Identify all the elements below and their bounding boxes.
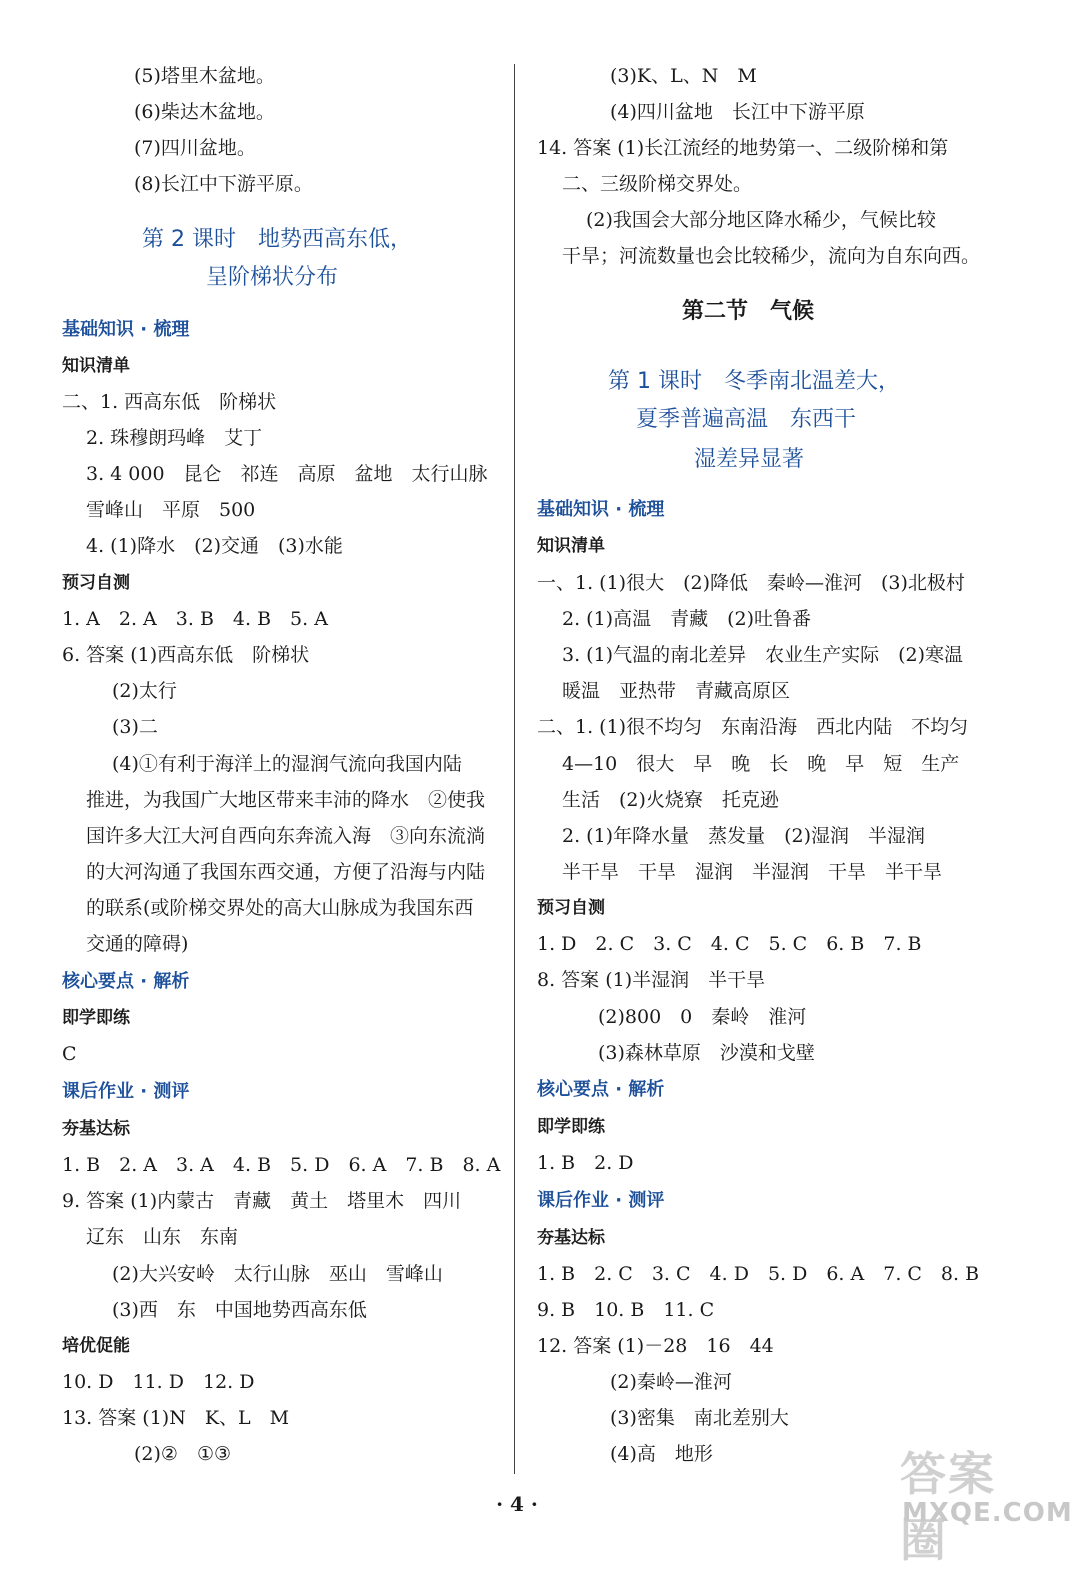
answer-line: 半干旱 干旱 湿润 半湿润 干旱 半干旱 — [562, 861, 943, 883]
answer-line: (7)四川盆地。 — [134, 137, 256, 159]
answer-line: (2)我国会大部分地区降水稀少，气候比较 — [586, 209, 936, 231]
answer-line: (4)高 地形 — [610, 1443, 713, 1465]
answer-line: (3)森林草原 沙漠和戈壁 — [598, 1042, 815, 1064]
subsection-heading: 知识清单 — [62, 356, 130, 376]
answer-line: 4—10 很大 早 晚 长 晚 早 短 生产 — [562, 753, 960, 775]
answer-line: 的联系(或阶梯交界处的高大山脉成为我国东西 — [86, 897, 474, 919]
answer-line: 一、1. (1)很大 (2)降低 秦岭—淮河 (3)北极村 — [537, 572, 965, 594]
answer-line: 雪峰山 平原 500 — [86, 499, 256, 521]
subsection-heading: 预习自测 — [537, 898, 605, 918]
answer-line: C — [62, 1043, 77, 1065]
answer-line: 12. 答案 (1)－28 16 44 — [537, 1335, 774, 1357]
subsection-heading: 即学即练 — [62, 1008, 130, 1028]
answer-line: 9. 答案 (1)内蒙古 青藏 黄土 塔里木 四川 — [62, 1190, 462, 1212]
section-heading: 基础知识 · 梳理 — [537, 499, 665, 520]
answer-line: 的大河沟通了我国东西交通，方便了沿海与内陆 — [86, 861, 486, 883]
page-number: · 4 · — [496, 1492, 538, 1516]
answer-line: 13. 答案 (1)N K、L M — [62, 1407, 290, 1429]
lesson-title: 第 2 课时 地势西高东低， — [142, 227, 412, 252]
answer-line: 1. D 2. C 3. C 4. C 5. C 6. B 7. B — [537, 933, 922, 955]
answer-line: (3)K、L、N M — [610, 65, 757, 87]
answer-line: 4. (1)降水 (2)交通 (3)水能 — [86, 535, 343, 557]
answer-line: 辽东 山东 东南 — [86, 1226, 239, 1248]
column-divider — [514, 64, 515, 1474]
subsection-heading: 夯基达标 — [537, 1228, 605, 1248]
answer-line: (2)② ①③ — [134, 1443, 232, 1465]
answer-line: (4)①有利于海洋上的湿润气流向我国内陆 — [112, 753, 462, 775]
answer-line: 3. 4 000 昆仑 祁连 高原 盆地 太行山脉 — [86, 463, 488, 485]
answer-line: 9. B 10. B 11. C — [537, 1299, 715, 1321]
answer-line: 3. (1)气温的南北差异 农业生产实际 (2)寒温 — [562, 644, 963, 666]
answer-line: 二、1. 西高东低 阶梯状 — [62, 391, 277, 413]
subsection-heading: 培优促能 — [62, 1336, 130, 1356]
answer-line: 14. 答案 (1)长江流经的地势第一、二级阶梯和第 — [537, 137, 949, 159]
watermark-logo — [896, 1438, 1073, 1567]
subsection-heading: 夯基达标 — [62, 1119, 130, 1139]
section-heading: 课后作业 · 测评 — [537, 1190, 665, 1211]
answer-line: 1. B 2. A 3. A 4. B 5. D 6. A 7. B 8. A — [62, 1154, 501, 1176]
subsection-heading: 即学即练 — [537, 1117, 605, 1137]
answer-line: (3)二 — [112, 716, 158, 738]
watermark-text: 答案圈 — [900, 1447, 996, 1567]
answer-line: (8)长江中下游平原。 — [134, 173, 313, 195]
chapter-title: 第二节 气候 — [682, 299, 815, 324]
answer-line: (3)密集 南北差别大 — [610, 1407, 789, 1429]
answer-line: 1. A 2. A 3. B 4. B 5. A — [62, 608, 328, 630]
answer-line: (6)柴达木盆地。 — [134, 101, 275, 123]
lesson-title: 夏季普遍高温 东西干 — [636, 407, 857, 432]
answer-line: (5)塔里木盆地。 — [134, 65, 275, 87]
answer-line: (2)大兴安岭 太行山脉 巫山 雪峰山 — [112, 1263, 443, 1285]
answer-line: 1. B 2. D — [537, 1152, 634, 1174]
answer-line: (2)太行 — [112, 680, 177, 702]
answer-line: (4)四川盆地 长江中下游平原 — [610, 101, 865, 123]
subsection-heading: 预习自测 — [62, 573, 130, 593]
answer-line: 国许多大江大河自西向东奔流入海 ③向东流淌 — [86, 825, 486, 847]
answer-line: 生活 (2)火烧寮 托克逊 — [562, 789, 779, 811]
answer-line: 推进，为我国广大地区带来丰沛的降水 ②使我 — [86, 789, 486, 811]
answer-line: 交通的障碍) — [86, 933, 189, 955]
section-heading: 课后作业 · 测评 — [62, 1081, 190, 1102]
answer-line: (2)800 0 秦岭 淮河 — [598, 1006, 807, 1028]
lesson-title: 湿差异显著 — [694, 447, 805, 472]
answer-line: 2. 珠穆朗玛峰 艾丁 — [86, 427, 263, 449]
subsection-heading: 知识清单 — [537, 536, 605, 556]
answer-line: 2. (1)高温 青藏 (2)吐鲁番 — [562, 608, 811, 630]
answer-line: (3)西 东 中国地势西高东低 — [112, 1299, 367, 1321]
answer-line: 2. (1)年降水量 蒸发量 (2)湿润 半湿润 — [562, 825, 925, 847]
section-heading: 核心要点 · 解析 — [62, 971, 190, 992]
answer-line: 干旱；河流数量也会比较稀少，流向为自东向西。 — [562, 245, 981, 267]
section-heading: 核心要点 · 解析 — [537, 1079, 665, 1100]
watermark-url: MXQE.COM — [902, 1498, 1073, 1528]
answer-line: 8. 答案 (1)半湿润 半干旱 — [537, 969, 766, 991]
answer-line: 暖温 亚热带 青藏高原区 — [562, 680, 791, 702]
answer-line: (2)秦岭—淮河 — [610, 1371, 732, 1393]
answer-line: 二、三级阶梯交界处。 — [562, 173, 753, 195]
lesson-title: 第 1 课时 冬季南北温差大， — [608, 369, 900, 394]
answer-line: 1. B 2. C 3. C 4. D 5. D 6. A 7. C 8. B — [537, 1263, 980, 1285]
answer-line: 二、1. (1)很不均匀 东南沿海 西北内陆 不均匀 — [537, 716, 969, 738]
lesson-title: 呈阶梯状分布 — [206, 265, 339, 290]
section-heading: 基础知识 · 梳理 — [62, 319, 190, 340]
answer-line: 10. D 11. D 12. D — [62, 1371, 255, 1393]
answer-line: 6. 答案 (1)西高东低 阶梯状 — [62, 644, 310, 666]
